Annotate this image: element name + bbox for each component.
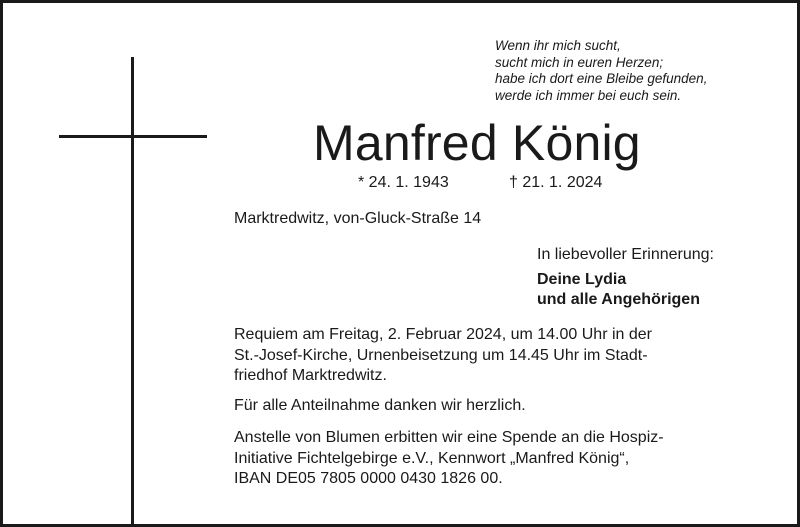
poem-line: habe ich dort eine Bleibe gefunden, <box>495 71 708 86</box>
thanks-paragraph: Für alle Anteilnahme danken wir herzlich. <box>234 397 526 414</box>
requiem-paragraph <box>234 325 652 387</box>
signer: und alle Angehörigen <box>537 291 700 308</box>
birth-date: * 24. 1. 1943 <box>358 174 449 191</box>
poem-line: werde ich immer bei euch sein. <box>495 87 682 103</box>
memory-line: In liebevoller Erinnerung: <box>537 246 714 263</box>
poem-line: Wenn ihr mich sucht, <box>495 38 621 53</box>
text-line: Initiative Fichtelgebirge e.V., Kennwort „Manfred König“, <box>234 449 630 467</box>
signer: Deine Lydia <box>537 271 627 288</box>
address: Marktredwitz, von-Gluck-Straße 14 <box>234 210 482 227</box>
text-line: friedhof Marktredwitz. <box>234 367 387 384</box>
text-line: Requiem am Freitag, 2. Februar 2024, um 14.00 Uhr in der <box>234 326 652 343</box>
text-line: IBAN DE05 7805 0000 0430 1826 00. <box>234 470 503 487</box>
text-line: Anstelle von Blumen erbitten wir eine Spende an die Hospiz- <box>234 429 664 446</box>
donation-paragraph <box>234 428 664 490</box>
cross-icon-vertical <box>131 57 134 526</box>
text-line: St.-Josef-Kirche, Urnenbeisetzung um 14.45 Uhr im Stadt- <box>234 346 648 364</box>
poem <box>495 38 785 104</box>
death-date: † 21. 1. 2024 <box>509 174 603 191</box>
poem-line: sucht mich in euren Herzen; <box>495 54 664 70</box>
cross-icon-horizontal <box>59 135 207 138</box>
deceased-name: Manfred König <box>313 115 641 171</box>
